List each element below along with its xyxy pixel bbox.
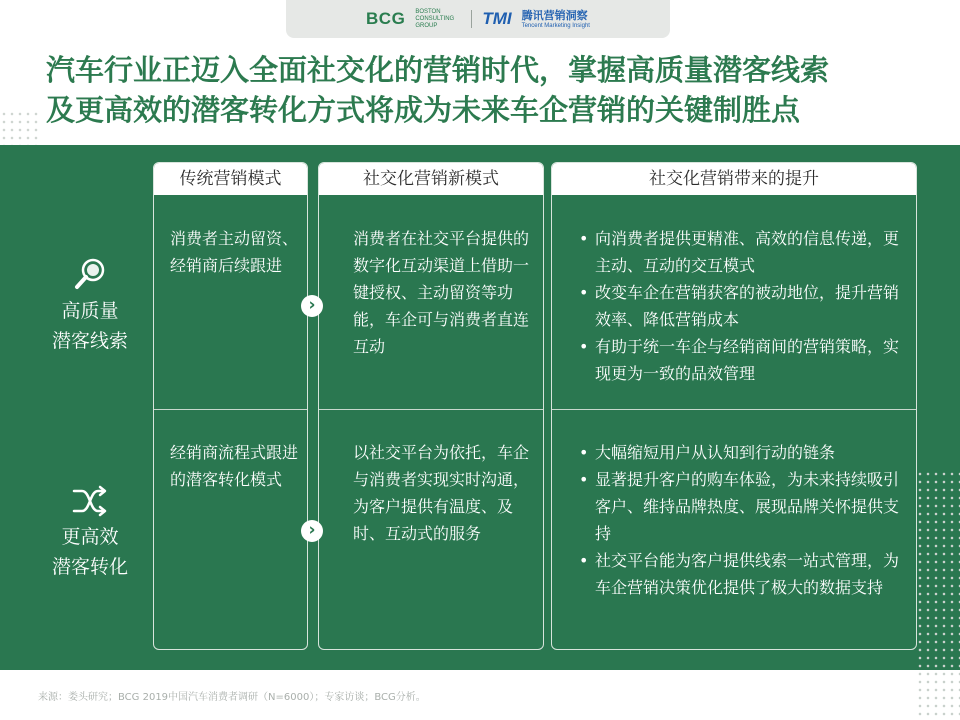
list-item: • 大幅缩短用户从认知到行动的链条 <box>579 439 909 466</box>
benefits-leads-list <box>579 225 909 387</box>
row-label-line-2: 潜客线索 <box>51 330 128 352</box>
title-line-2: 及更高效的潜客转化方式将成为未来车企营销的关键制胜点 <box>46 93 801 127</box>
title-line-1: 汽车行业正迈入全面社交化的营销时代，掌握高质量潜客线索 <box>46 53 830 87</box>
tmi-logo-cn: 腾讯营销洞察 <box>521 8 588 22</box>
row-divider <box>319 409 543 410</box>
column-social <box>318 162 544 650</box>
column-benefits <box>551 162 917 650</box>
bcg-logo: BCG <box>366 9 406 28</box>
bcg-logo-subtitle: BOSTON CONSULTING GROUP <box>415 8 455 29</box>
chevron-right-icon: › <box>301 295 323 317</box>
tmi-logo: TMI <box>482 9 512 28</box>
page-title <box>46 50 926 130</box>
list-item: • 显著提升客户的购车体验，为未来持续吸引客户、维持品牌热度、展现品牌关怀提供支持 <box>579 466 909 547</box>
shuffle-icon <box>68 479 112 523</box>
traditional-conversion-text: 经销商流程式跟进的潜客转化模式 <box>170 443 299 489</box>
row-divider <box>154 409 307 410</box>
column-header-benefits: 社交化营销带来的提升 <box>552 163 916 195</box>
social-conversion-text: 以社交平台为依托，车企与消费者实现实时沟通，为客户提供有温度、及时、互动式的服务 <box>353 443 530 543</box>
logo-separator <box>471 10 472 28</box>
benefits-conversion-list <box>579 439 909 601</box>
row-label-line-1: 更高效 <box>61 526 119 548</box>
column-header-social: 社交化营销新模式 <box>319 163 543 195</box>
list-item: • 有助于统一车企与经销商间的营销策略，实现更为一致的品效管理 <box>579 333 909 387</box>
logo-bar <box>286 0 670 38</box>
row-label-line-1: 高质量 <box>61 300 119 322</box>
list-item: • 改变车企在营销获客的被动地位，提升营销效率、降低营销成本 <box>579 279 909 333</box>
decorative-dots-right <box>916 470 960 720</box>
tmi-logo-en: Tencent Marketing Insight <box>521 22 590 29</box>
source-footnote: 来源：娄头研究；BCG 2019中国汽车消费者调研（N=6000）；专家访谈；BCG分析。 <box>38 692 426 703</box>
chevron-right-icon: › <box>301 520 323 542</box>
tmi-logo-text <box>522 10 590 29</box>
traditional-leads-text: 消费者主动留资、经销商后续跟进 <box>170 229 299 275</box>
list-item: • 社交平台能为客户提供线索一站式管理，为车企营销决策优化提供了极大的数据支持 <box>579 547 909 601</box>
list-item: • 向消费者提供更精准、高效的信息传递，更主动、互动的交互模式 <box>579 225 909 279</box>
row-label-quality-leads <box>20 296 160 356</box>
row-label-line-2: 潜客转化 <box>51 556 128 578</box>
column-traditional <box>153 162 308 650</box>
social-leads-text: 消费者在社交平台提供的数字化互动渠道上借助一键授权、主动留资等功能，车企可与消费者直连互动 <box>353 229 530 356</box>
magnifier-icon <box>68 253 112 297</box>
column-header-traditional: 传统营销模式 <box>154 163 307 195</box>
row-divider <box>552 409 916 410</box>
row-label-efficient-conversion <box>20 522 160 582</box>
